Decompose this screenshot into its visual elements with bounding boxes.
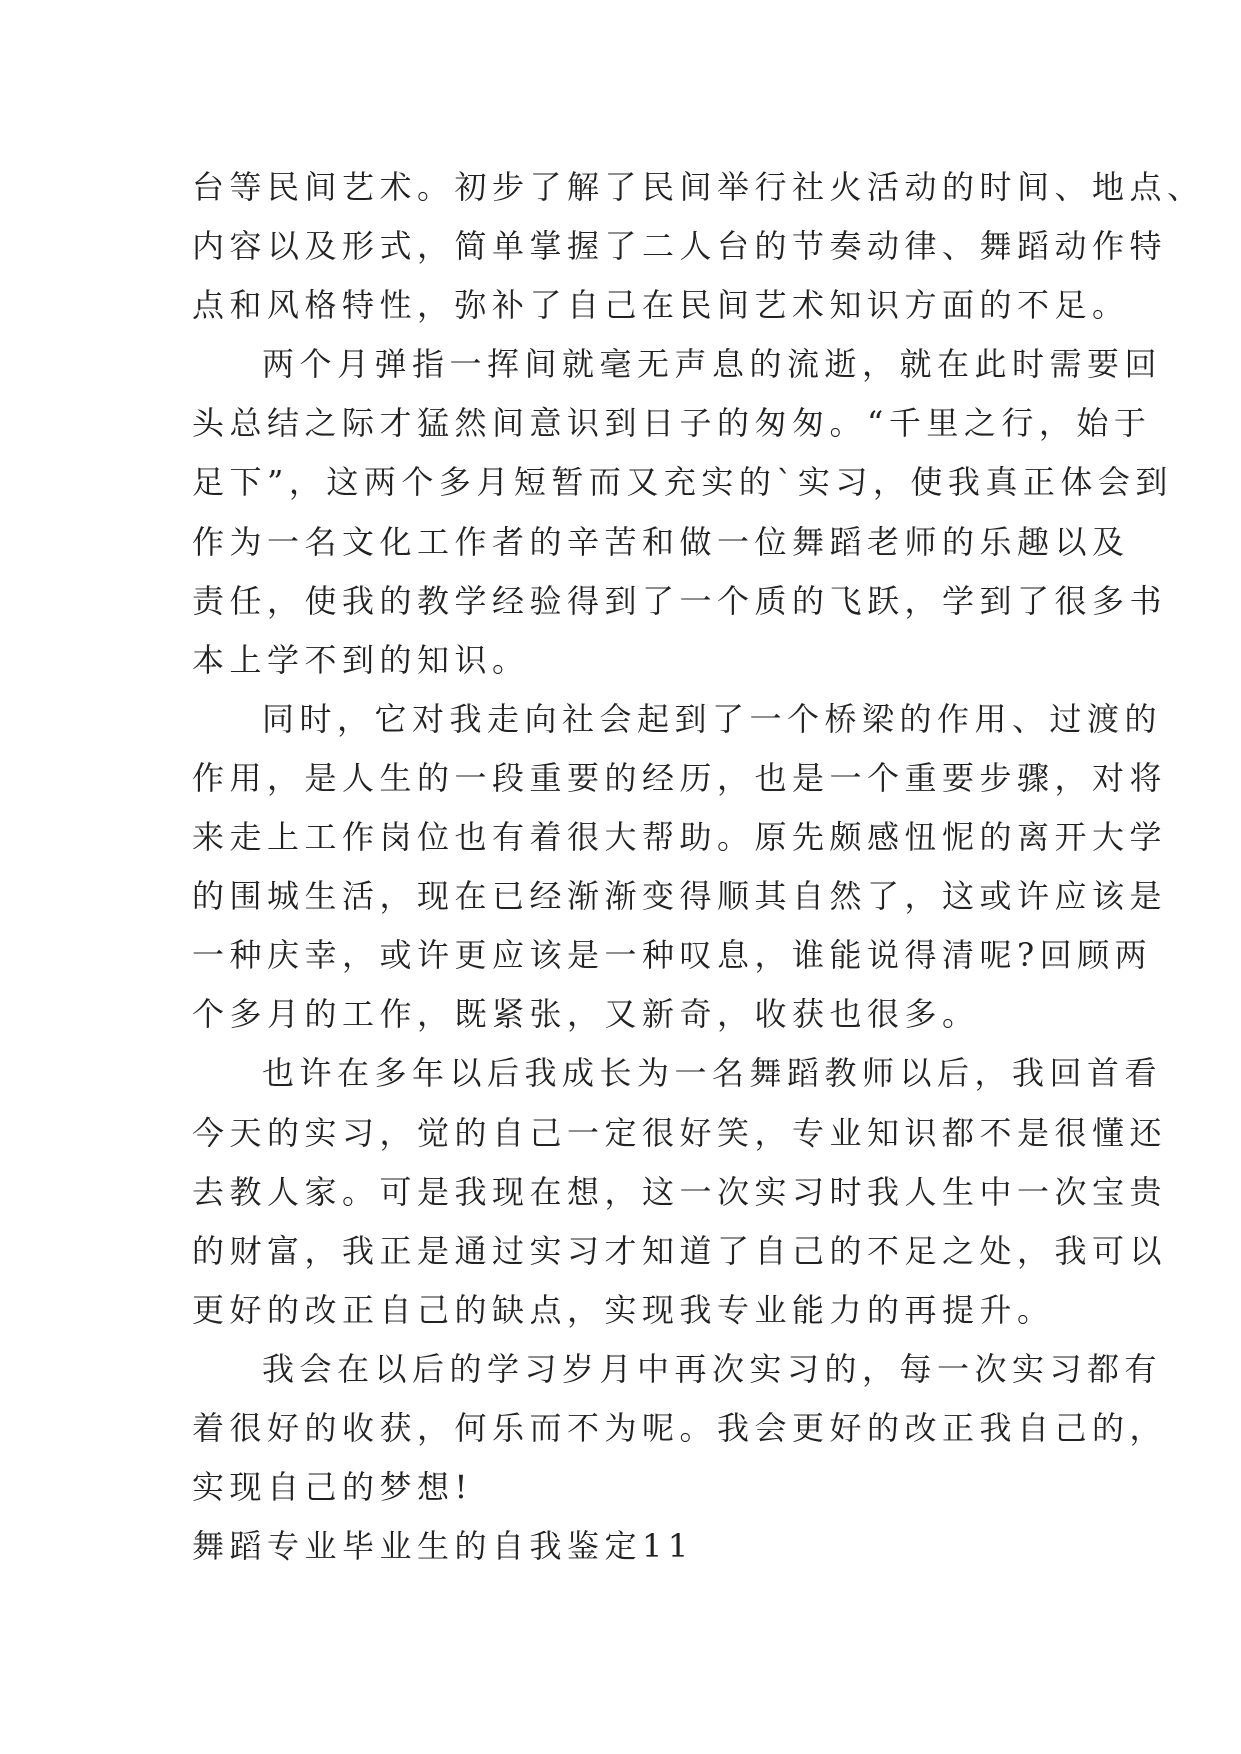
text-line: 今天的实习，觉的自己一定很好笑，专业知识都不是很懂还 — [192, 1113, 1168, 1152]
text-line: 本上学不到的知识。 — [192, 640, 530, 679]
text-line: 内容以及形式，简单掌握了二人台的节奏动律、舞蹈动作特 — [192, 227, 1168, 266]
text-line: 点和风格特性，弥补了自己在民间艺术知识方面的不足。 — [192, 286, 1130, 325]
paragraph-start-line: 也许在多年以后我成长为一名舞蹈教师以后，我回首看 — [262, 1054, 1163, 1093]
text-line: 足下”，这两个多月短暂而又充实的`实习，使我真正体会到 — [192, 463, 1173, 502]
text-line: 台等民间艺术。初步了解了民间举行社火活动的时间、地点、 — [192, 168, 1205, 206]
text-line: 头总结之际才猛然间意识到日子的匆匆。“千里之行，始于 — [192, 404, 1152, 443]
text-line: 责任，使我的教学经验得到了一个质的飞跃，学到了很多书 — [192, 581, 1168, 620]
text-line: 作为一名文化工作者的辛苦和做一位舞蹈老师的乐趣以及 — [192, 522, 1130, 561]
text-line: 实现自己的梦想! — [192, 1468, 473, 1507]
paragraph-start-line: 同时，它对我走向社会起到了一个桥梁的作用、过渡的 — [262, 699, 1163, 738]
text-line: 的财富，我正是通过实习才知道了自己的不足之处，我可以 — [192, 1231, 1168, 1270]
paragraph-start-line: 我会在以后的学习岁月中再次实习的，每一次实习都有 — [262, 1349, 1163, 1388]
text-line: 一种庆幸，或许更应该是一种叹息，谁能说得清呢?回顾两 — [192, 936, 1153, 975]
text-line: 着很好的收获，何乐而不为呢。我会更好的改正我自己的， — [192, 1408, 1168, 1447]
text-line: 个多月的工作，既紧张，又新奇，收获也很多。 — [192, 995, 980, 1034]
text-line: 更好的改正自己的缺点，实现我专业能力的再提升。 — [192, 1290, 1055, 1329]
paragraph-start-line: 两个月弹指一挥间就毫无声息的流逝，就在此时需要回 — [262, 345, 1163, 384]
text-line: 去教人家。可是我现在想，这一次实习时我人生中一次宝贵 — [192, 1172, 1168, 1211]
document-body — [192, 158, 1205, 1576]
text-line: 来走上工作岗位也有着很大帮助。原先颇感忸怩的离开大学 — [192, 818, 1168, 857]
text-line: 作用，是人生的一段重要的经历，也是一个重要步骤，对将 — [192, 758, 1168, 797]
text-line: 的围城生活，现在已经渐渐变得顺其自然了，这或许应该是 — [192, 877, 1168, 916]
section-heading: 舞蹈专业毕业生的自我鉴定11 — [192, 1527, 694, 1566]
